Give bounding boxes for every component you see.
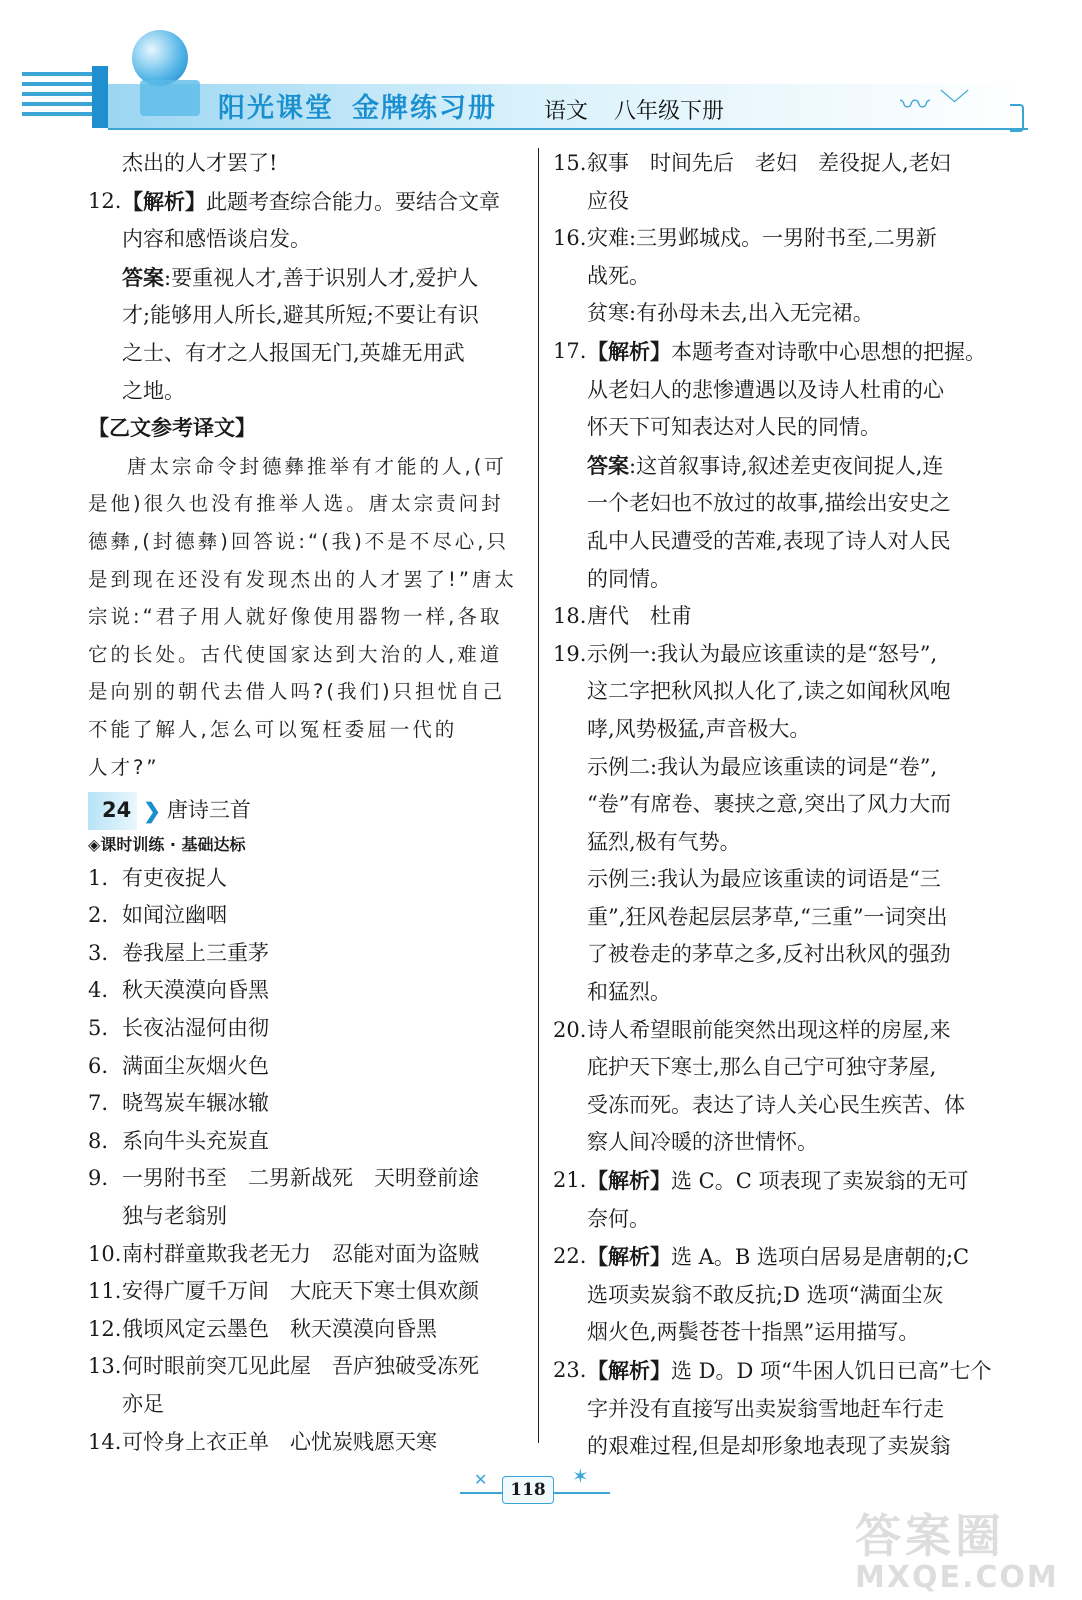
text-line: :这首叙事诗,叙述差吏夜间捉人,连: [629, 453, 944, 478]
text-line: 之地。: [122, 378, 185, 403]
analysis-tag: 【解析】: [587, 1358, 671, 1383]
text-line: 示例三:我认为最应该重读的词语是“三: [587, 867, 941, 892]
watermark-title: 答案圈: [855, 1509, 1005, 1563]
item-number: 9.: [88, 1166, 109, 1191]
text-line: 南村群童欺我老无力 忍能对面为盗贼: [122, 1241, 479, 1266]
kids-figure-icon: [140, 80, 200, 116]
text-line: 烟火色,两鬓苍苍十指黑”运用描写。: [587, 1320, 920, 1345]
text-line: 杰出的人才罢了!: [122, 151, 278, 175]
translation-text: [88, 448, 528, 786]
text-line: 它的长处。古代使国家达到大治的人,难道: [88, 642, 503, 666]
item-number: 21.: [553, 1168, 587, 1193]
text-line: 选 A。B 选项白居易是唐朝的;C: [671, 1245, 970, 1270]
item-number: 3.: [88, 940, 109, 965]
item-number: 12.: [88, 1316, 122, 1341]
list-item: [88, 1123, 528, 1161]
text-line: 诗人希望眼前能突然出现这样的房屋,来: [587, 1017, 951, 1042]
text-line: 示例二:我认为最应该重读的词是“卷”,: [587, 754, 938, 779]
list-item: [88, 1085, 528, 1123]
item-number: 19.: [553, 641, 587, 666]
header-blue-block: [92, 66, 108, 128]
answer-item-19: [553, 636, 1003, 1012]
text-line: 受冻而死。表达了诗人关心民生疾苦、体: [587, 1092, 965, 1117]
item-number: 12.: [88, 188, 122, 213]
text-line: 亦足: [122, 1392, 164, 1416]
text-line: 叙事 时间先后 老妇 差役捉人,老妇: [587, 151, 951, 175]
text-line: 哮,风势极猛,声音极大。: [587, 716, 811, 741]
text-line: 是向别的朝代去借人吗?(我们)只担忧自己: [88, 680, 506, 704]
answer-tag: 答案: [587, 452, 629, 478]
text-line: 可怜身上衣正单 心忧炭贱愿天寒: [122, 1429, 437, 1454]
text-line: 示例一:我认为最应该重读的是“怒号”,: [587, 641, 938, 666]
text-line: 如闻泣幽咽: [122, 903, 227, 928]
answer-item-22: [553, 1238, 1003, 1352]
item-number: 17.: [553, 338, 587, 363]
text-line: 从老妇人的悲惨遭遇以及诗人杜甫的心: [587, 377, 944, 402]
item-number: 14.: [88, 1429, 122, 1454]
item-number: 18.: [553, 604, 587, 629]
text-line: 是他)很久也没有推举人选。唐太宗责问封: [88, 492, 504, 516]
text-line: 才;能够用人所长,避其所短;不要让有识: [122, 303, 479, 328]
brand-subtitle: 金牌练习册: [352, 93, 497, 124]
chevron-right-icon: ❯: [143, 798, 161, 824]
item-number: 6.: [88, 1053, 109, 1078]
item-number: 8.: [88, 1128, 109, 1153]
analysis-tag: 【解析】: [587, 338, 671, 364]
text-line: 贫寒:有孙母未去,出入无完裙。: [587, 301, 874, 326]
text-line: “卷”有席卷、裹挟之意,突出了风力大而: [587, 792, 952, 817]
item-number: 1.: [88, 865, 109, 890]
column-divider: [538, 148, 539, 1443]
list-item: [88, 1048, 528, 1086]
answer-list: [88, 860, 528, 1161]
answer-item-11: [88, 1273, 528, 1311]
answer-item-9: [88, 1160, 528, 1235]
text-line: 晓驾炭车辗冰辙: [122, 1091, 269, 1116]
starfish-icon: ✶: [572, 1464, 589, 1488]
list-item: [88, 897, 528, 935]
text-line: 选 D。D 项“牛困人饥日已高”七个: [671, 1359, 992, 1383]
text-line: 和猛烈。: [587, 980, 671, 1005]
text-line: 一个老妇也不放过的故事,描绘出安史之: [587, 491, 951, 516]
item-number: 2.: [88, 903, 109, 928]
grade-label: 八年级下册: [614, 99, 725, 124]
page-header: [0, 0, 1082, 135]
answer-item-12: [88, 183, 528, 411]
subsection-heading: [88, 830, 528, 860]
page-footer: [460, 1464, 620, 1510]
list-item: [88, 1010, 528, 1048]
answer-item-17: [553, 333, 1003, 598]
text-line: 何时眼前突兀见此屋 吾庐独破受冻死: [122, 1354, 479, 1379]
text-line: 系向牛头充炭直: [122, 1128, 269, 1153]
text-line: 庇护天下寒士,那么自己宁可独守茅屋,: [587, 1055, 937, 1080]
birds-icon: 〰 ﹀: [900, 88, 970, 123]
list-item: [88, 935, 528, 973]
analysis-tag: 【解析】: [122, 188, 206, 214]
item-number: 16.: [553, 226, 587, 251]
lesson-heading: [88, 792, 528, 830]
text-line: :要重视人才,善于识别人才,爱护人: [164, 265, 479, 290]
item-number: 15.: [553, 151, 587, 175]
answer-tag: 答案: [122, 264, 164, 290]
text-line: 重”,狂风卷起层层茅草,“三重”一词突出: [587, 904, 948, 929]
text-line: 此题考查综合能力。要结合文章: [206, 189, 500, 214]
text-line: 安得广厦千万间 大庇天下寒士俱欢颜: [122, 1279, 479, 1304]
text-line: 俄顷风定云墨色 秋天漠漠向昏黑: [122, 1316, 437, 1341]
text-line: 的艰难过程,但是却形象地表现了卖炭翁: [587, 1434, 951, 1459]
text-line: 唐代 杜甫: [587, 604, 692, 629]
item-number: 5.: [88, 1016, 109, 1041]
text-line: 选项卖炭翁不敢反抗;D 选项“满面尘灰: [587, 1282, 944, 1307]
star-icon: ✕: [474, 1470, 488, 1489]
answer-item-14: [88, 1424, 528, 1462]
left-column: [88, 145, 528, 1461]
text-line: 奈何。: [587, 1206, 650, 1231]
text-line: 宗说:“君子用人就好像使用器物一样,各取: [88, 605, 503, 629]
item-number: 20.: [553, 1017, 587, 1042]
analysis-tag: 【解析】: [587, 1168, 671, 1194]
answer-item-20: [553, 1012, 1003, 1162]
text-line: 的同情。: [587, 566, 671, 591]
item-number: 10.: [88, 1241, 122, 1266]
diamond-icon: ◈: [88, 834, 101, 854]
text-line: 有吏夜捉人: [122, 865, 227, 890]
text-line: 卷我屋上三重茅: [122, 940, 269, 965]
text-line: 德彝,(封德彝)回答说:“(我)不是不尽心,只: [88, 529, 509, 553]
text-line: 选 C。C 项表现了卖炭翁的无可: [671, 1169, 969, 1194]
translation-heading: 【乙文参考译文】: [88, 416, 256, 441]
text-line: 怀天下可知表达对人民的同情。: [587, 415, 881, 440]
item-number: 4.: [88, 978, 109, 1003]
text-line: 了被卷走的茅草之多,反衬出秋风的强劲: [587, 942, 951, 967]
text-line: 是到现在还没有发现杰出的人才罢了!”唐太: [88, 567, 517, 591]
text-line: 乱中人民遭受的苦难,表现了诗人对人民: [587, 528, 951, 553]
text-line: 战死。: [587, 263, 650, 288]
answer-item-21: [553, 1162, 1003, 1238]
text-line: 人才?”: [88, 755, 160, 779]
item-number: 7.: [88, 1091, 109, 1116]
text-line: 内容和感悟谈启发。: [122, 227, 311, 252]
lesson-number: 24: [88, 792, 137, 830]
text-line: 察人间冷暖的济世情怀。: [587, 1130, 818, 1155]
text-line: 唐太宗命令封德彝推举有才能的人,(可: [127, 454, 507, 478]
list-item: [88, 972, 528, 1010]
header-end-cap: [1010, 104, 1024, 132]
text-line: 本题考查对诗歌中心思想的把握。: [671, 339, 986, 364]
right-column: [553, 145, 1003, 1466]
answer-item-12b: [88, 1311, 528, 1349]
page-number: 118: [502, 1476, 554, 1504]
item-number: 23.: [553, 1358, 587, 1382]
text-line: 满面尘灰烟火色: [122, 1053, 269, 1078]
lesson-title: 唐诗三首: [166, 798, 251, 823]
item-number: 13.: [88, 1354, 122, 1379]
text-line: 之士、有才之人报国无门,英雄无用武: [122, 340, 465, 365]
text-line: 不能了解人,怎么可以冤枉委屈一代的: [88, 717, 458, 741]
text-line: 灾难:三男邺城戍。一男附书至,二男新: [587, 226, 937, 251]
text-line: 猛烈,极有气势。: [587, 829, 741, 854]
text-line: 应役: [587, 188, 629, 213]
subsection-label: 课时训练 · 基础达标: [100, 834, 246, 854]
answer-item-23: [553, 1352, 1003, 1466]
answer-item-15: [553, 145, 1003, 220]
item-number: 11.: [88, 1279, 122, 1304]
globe-icon: [132, 30, 188, 86]
text-line: 独与老翁别: [122, 1204, 227, 1229]
text-line: 字并没有直接写出卖炭翁雪地赶车行走: [587, 1396, 944, 1421]
answer-item-18: [553, 598, 1003, 636]
subject-label: 语文: [544, 99, 589, 124]
brand-title: 阳光课堂: [218, 93, 334, 124]
answer-item-13: [88, 1348, 528, 1423]
answer-item-10: [88, 1236, 528, 1274]
text-line: 这二字把秋风拟人化了,读之如闻秋风咆: [587, 679, 951, 704]
answer-item-16: [553, 220, 1003, 333]
text-line: 一男附书至 二男新战死 天明登前途: [122, 1166, 479, 1191]
watermark-url: MXQE.COM: [855, 1560, 1059, 1595]
list-item: [88, 860, 528, 898]
header-rule: [108, 128, 1028, 130]
text-line: 秋天漠漠向昏黑: [122, 978, 269, 1003]
watermark-logo: [855, 1500, 1070, 1595]
item-number: 22.: [553, 1244, 587, 1269]
analysis-tag: 【解析】: [587, 1244, 671, 1270]
text-line: 长夜沾湿何由彻: [122, 1016, 269, 1041]
